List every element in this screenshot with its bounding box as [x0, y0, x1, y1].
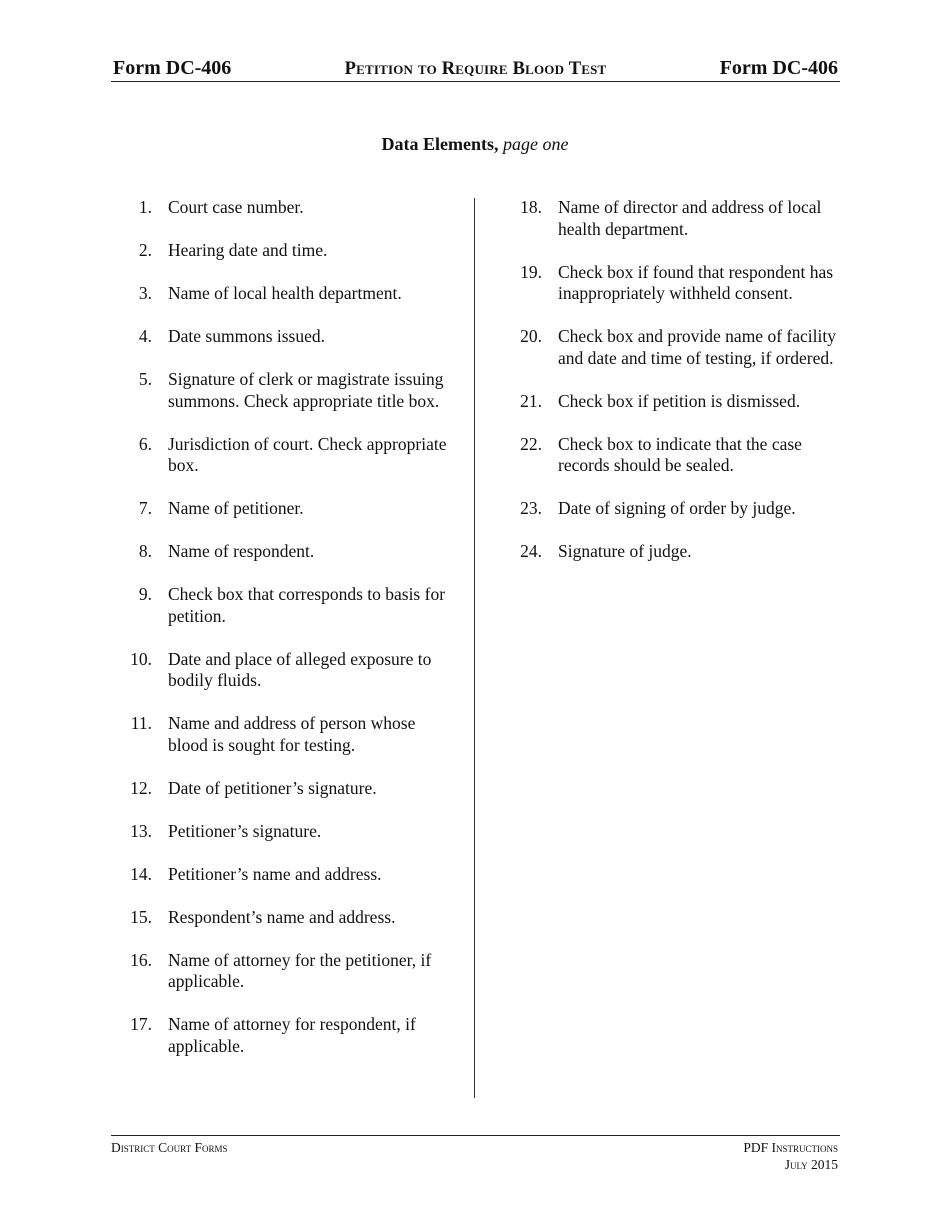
- footer-right-line1: PDF Instructions: [743, 1140, 838, 1155]
- item-text: Check box and provide name of facility and date and time of testing, if ordered.: [558, 326, 836, 368]
- list-item: [132, 864, 452, 886]
- item-text: Date of petitioner’s signature.: [168, 777, 377, 798]
- item-text: Jurisdiction of court. Check appropriate box.: [168, 433, 447, 475]
- right-column: [522, 197, 852, 584]
- item-number: 22.: [520, 433, 542, 454]
- item-number: 24.: [520, 541, 542, 561]
- list-item: [132, 713, 452, 756]
- item-number: 3.: [138, 283, 152, 303]
- item-number: 12.: [130, 777, 152, 798]
- list-item: [132, 950, 452, 993]
- item-number: 15.: [130, 906, 152, 927]
- list-item: [132, 778, 452, 800]
- item-number: 4.: [138, 326, 152, 346]
- item-text: Date summons issued.: [168, 326, 326, 346]
- item-text: Petitioner’s signature.: [168, 820, 322, 841]
- left-column: [132, 197, 452, 1079]
- form-number-right: Form DC-406: [719, 57, 838, 79]
- item-text: Name of local health department.: [168, 283, 402, 303]
- item-text: Check box if found that respondent has inappropriately withheld consent.: [558, 261, 834, 303]
- item-number: 18.: [520, 197, 542, 217]
- page-footer: [111, 1135, 840, 1172]
- section-title: [0, 133, 950, 155]
- item-number: 20.: [520, 326, 542, 346]
- list-item: [132, 821, 452, 843]
- list-item: [522, 541, 852, 563]
- item-text: Court case number.: [168, 197, 304, 217]
- item-number: 14.: [130, 863, 152, 884]
- list-item: [522, 197, 852, 240]
- item-number: 1.: [138, 197, 152, 217]
- section-title-italic: page one: [503, 134, 569, 154]
- item-text: Name of attorney for the petitioner, if applicable.: [168, 949, 432, 991]
- item-number: 11.: [130, 713, 152, 733]
- list-item: [132, 541, 452, 563]
- item-number: 19.: [520, 261, 542, 282]
- list-item: [132, 907, 452, 929]
- list-item: [132, 434, 452, 477]
- item-text: Check box if petition is dismissed.: [558, 390, 801, 411]
- list-item: [132, 1014, 452, 1057]
- item-text: Name of attorney for respondent, if applicable.: [168, 1014, 416, 1056]
- list-item: [522, 498, 852, 520]
- list-item: [132, 197, 452, 219]
- item-number: 23.: [520, 498, 542, 518]
- section-title-bold: Data Elements,: [381, 134, 499, 154]
- item-text: Date and place of alleged exposure to bodily fluids.: [168, 648, 432, 690]
- item-number: 13.: [130, 820, 152, 841]
- list-item: [522, 391, 852, 413]
- list-item: [522, 326, 852, 369]
- footer-right: [743, 1139, 838, 1173]
- list-item: [132, 283, 452, 305]
- item-number: 16.: [130, 949, 152, 970]
- item-text: Date of signing of order by judge.: [558, 498, 796, 518]
- item-number: 7.: [138, 498, 152, 518]
- form-number-left: Form DC-406: [113, 57, 232, 79]
- item-text: Signature of clerk or magistrate issuing summons. Check appropriate title box.: [168, 369, 444, 411]
- list-item: [522, 262, 852, 305]
- list-item: [132, 498, 452, 520]
- list-item: [132, 584, 452, 627]
- column-divider: [474, 198, 475, 1098]
- item-number: 17.: [130, 1014, 152, 1034]
- item-text: Respondent’s name and address.: [168, 906, 396, 927]
- item-number: 10.: [130, 648, 152, 669]
- item-text: Signature of judge.: [558, 541, 692, 561]
- form-title: Petition to Require Blood Test: [344, 59, 607, 79]
- list-item: [132, 649, 452, 692]
- item-text: Name and address of person whose blood is sought for testing.: [168, 713, 416, 755]
- item-number: 9.: [138, 584, 152, 604]
- item-number: 8.: [138, 541, 152, 561]
- item-text: Name of director and address of local health department.: [558, 197, 822, 239]
- item-number: 21.: [520, 390, 542, 411]
- item-text: Check box to indicate that the case records should be sealed.: [558, 433, 802, 475]
- page-header: [111, 57, 840, 82]
- list-item: [132, 326, 452, 348]
- item-number: 2.: [138, 240, 152, 260]
- list-item: [132, 369, 452, 412]
- item-number: 6.: [138, 433, 152, 454]
- item-text: Name of respondent.: [168, 541, 315, 561]
- footer-left: District Court Forms: [111, 1140, 228, 1155]
- item-text: Check box that corresponds to basis for petition.: [168, 584, 446, 626]
- list-item: [132, 240, 452, 262]
- item-text: Hearing date and time.: [168, 240, 328, 260]
- item-text: Petitioner’s name and address.: [168, 863, 382, 884]
- item-number: 5.: [138, 369, 152, 389]
- list-item: [522, 434, 852, 477]
- footer-right-line2: July 2015: [784, 1157, 838, 1172]
- item-text: Name of petitioner.: [168, 498, 304, 518]
